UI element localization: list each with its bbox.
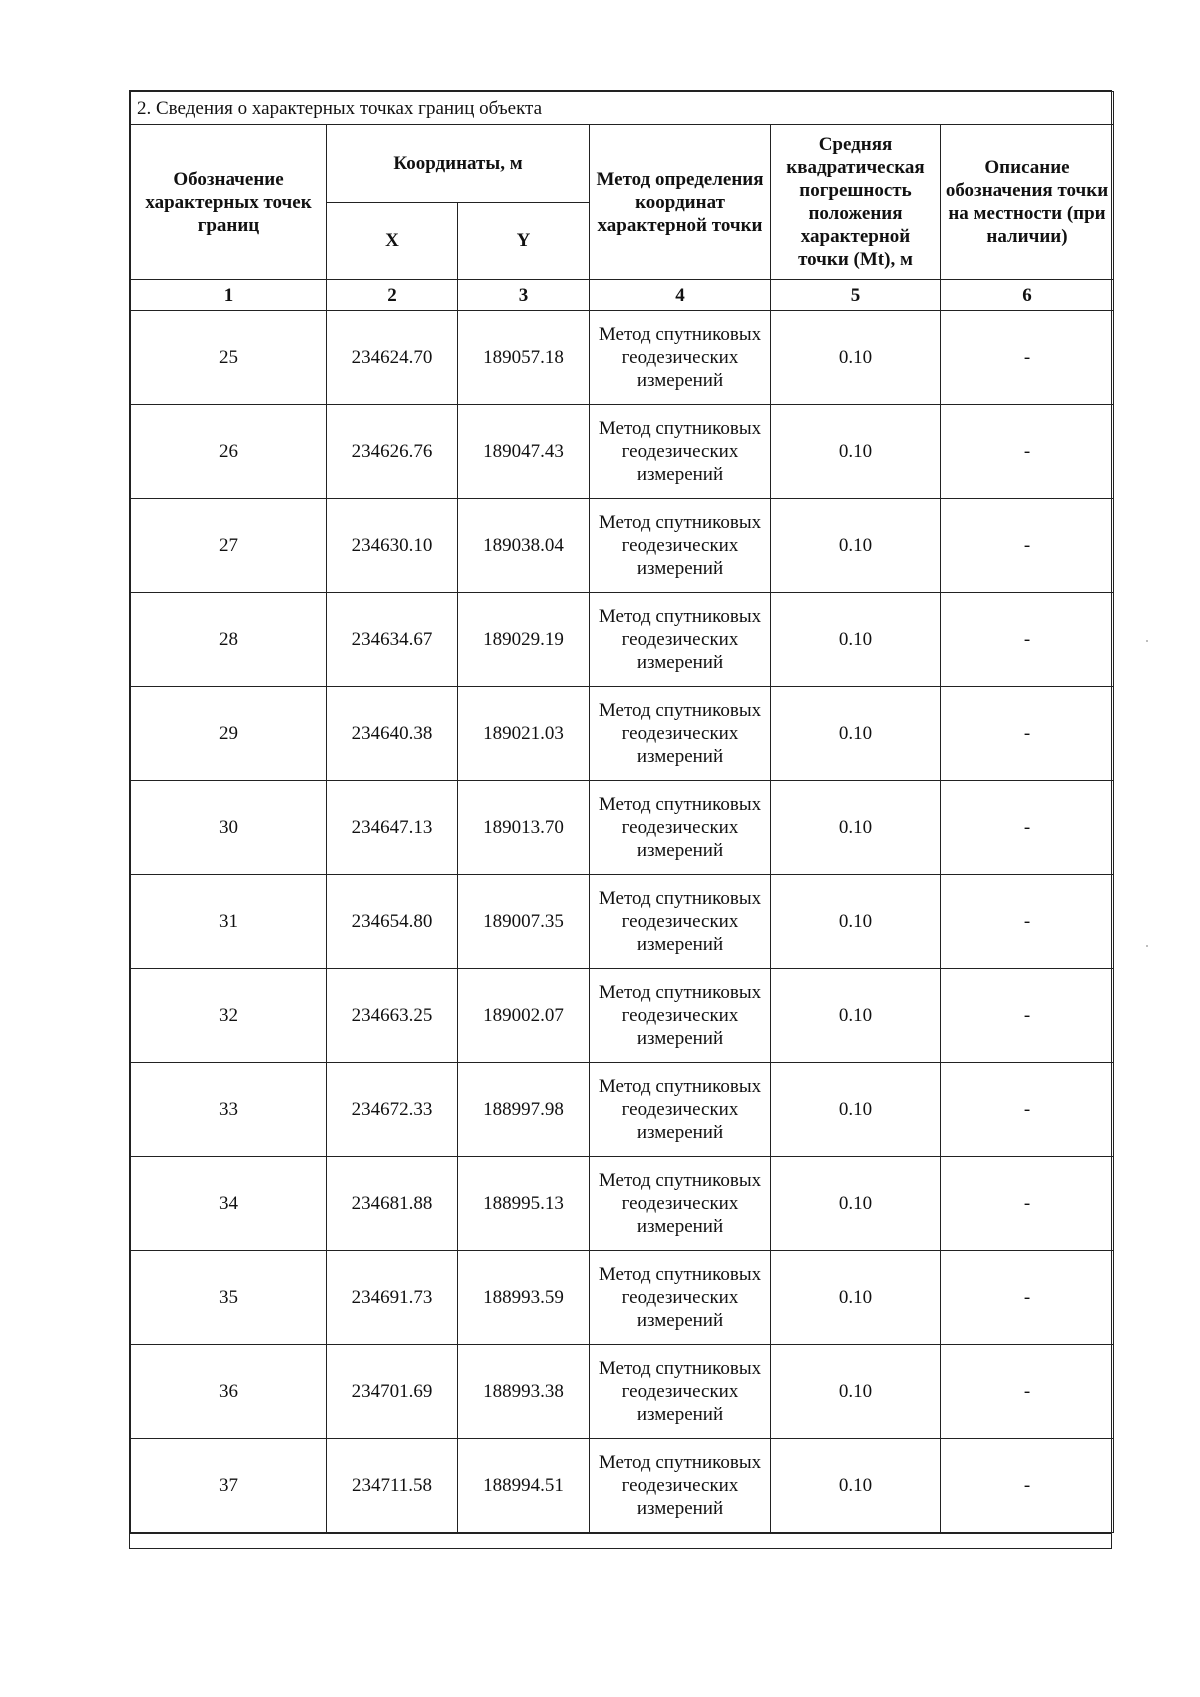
point-cell: 27 xyxy=(131,499,327,593)
x-coordinate-cell: 234663.25 xyxy=(327,969,458,1063)
table-row xyxy=(131,1063,1114,1157)
point-cell: 37 xyxy=(131,1439,327,1533)
table-row xyxy=(131,1345,1114,1439)
table-row xyxy=(131,687,1114,781)
y-coordinate-cell: 188997.98 xyxy=(458,1063,590,1157)
y-coordinate-cell: 188993.38 xyxy=(458,1345,590,1439)
method-cell: Метод спутниковых геодезических измерений xyxy=(590,405,771,499)
point-cell: 25 xyxy=(131,311,327,405)
error-cell: 0.10 xyxy=(771,405,941,499)
table-row xyxy=(131,593,1114,687)
column-number-row xyxy=(131,280,1114,311)
method-cell: Метод спутниковых геодезических измерений xyxy=(590,969,771,1063)
point-cell: 28 xyxy=(131,593,327,687)
method-cell: Метод спутниковых геодезических измерений xyxy=(590,1063,771,1157)
header-x: X xyxy=(327,202,458,280)
x-coordinate-cell: 234630.10 xyxy=(327,499,458,593)
x-coordinate-cell: 234711.58 xyxy=(327,1439,458,1533)
table-body xyxy=(131,311,1114,1533)
table-footer-strip xyxy=(130,1533,1111,1548)
x-coordinate-cell: 234701.69 xyxy=(327,1345,458,1439)
table-row xyxy=(131,405,1114,499)
table-row xyxy=(131,781,1114,875)
error-cell: 0.10 xyxy=(771,781,941,875)
method-cell: Метод спутниковых геодезических измерений xyxy=(590,781,771,875)
error-cell: 0.10 xyxy=(771,1063,941,1157)
table-row xyxy=(131,499,1114,593)
error-cell: 0.10 xyxy=(771,1157,941,1251)
point-cell: 36 xyxy=(131,1345,327,1439)
method-cell: Метод спутниковых геодезических измерений xyxy=(590,593,771,687)
header-description: Описание обозначения точки на местности (при наличии) xyxy=(941,125,1114,280)
point-cell: 32 xyxy=(131,969,327,1063)
method-cell: Метод спутниковых геодезических измерений xyxy=(590,311,771,405)
table-row xyxy=(131,1157,1114,1251)
x-coordinate-cell: 234654.80 xyxy=(327,875,458,969)
error-cell: 0.10 xyxy=(771,687,941,781)
error-cell: 0.10 xyxy=(771,499,941,593)
column-number: 2 xyxy=(327,280,458,311)
x-coordinate-cell: 234626.76 xyxy=(327,405,458,499)
description-cell: - xyxy=(941,969,1114,1063)
method-cell: Метод спутниковых геодезических измерений xyxy=(590,1251,771,1345)
description-cell: - xyxy=(941,499,1114,593)
description-cell: - xyxy=(941,405,1114,499)
document-sheet xyxy=(129,90,1112,1549)
header-designation: Обозначение характерных точек границ xyxy=(131,125,327,280)
header-error: Средняя квадратическая погрешность положения характерной точки (Mt), м xyxy=(771,125,941,280)
y-coordinate-cell: 189013.70 xyxy=(458,781,590,875)
point-cell: 31 xyxy=(131,875,327,969)
boundary-points-table xyxy=(130,91,1114,1533)
column-number: 1 xyxy=(131,280,327,311)
table-row xyxy=(131,1251,1114,1345)
error-cell: 0.10 xyxy=(771,1439,941,1533)
table-row xyxy=(131,1439,1114,1533)
y-coordinate-cell: 189057.18 xyxy=(458,311,590,405)
description-cell: - xyxy=(941,1063,1114,1157)
y-coordinate-cell: 189029.19 xyxy=(458,593,590,687)
y-coordinate-cell: 188993.59 xyxy=(458,1251,590,1345)
x-coordinate-cell: 234634.67 xyxy=(327,593,458,687)
header-method: Метод определения координат характерной точки xyxy=(590,125,771,280)
y-coordinate-cell: 189007.35 xyxy=(458,875,590,969)
description-cell: - xyxy=(941,781,1114,875)
x-coordinate-cell: 234681.88 xyxy=(327,1157,458,1251)
y-coordinate-cell: 189002.07 xyxy=(458,969,590,1063)
description-cell: - xyxy=(941,1251,1114,1345)
error-cell: 0.10 xyxy=(771,311,941,405)
point-cell: 29 xyxy=(131,687,327,781)
method-cell: Метод спутниковых геодезических измерений xyxy=(590,1439,771,1533)
y-coordinate-cell: 189047.43 xyxy=(458,405,590,499)
error-cell: 0.10 xyxy=(771,1345,941,1439)
x-coordinate-cell: 234672.33 xyxy=(327,1063,458,1157)
x-coordinate-cell: 234647.13 xyxy=(327,781,458,875)
section-title: 2. Сведения о характерных точках границ объекта xyxy=(131,92,1114,125)
column-number: 5 xyxy=(771,280,941,311)
description-cell: - xyxy=(941,687,1114,781)
description-cell: - xyxy=(941,1157,1114,1251)
column-number: 4 xyxy=(590,280,771,311)
x-coordinate-cell: 234691.73 xyxy=(327,1251,458,1345)
method-cell: Метод спутниковых геодезических измерений xyxy=(590,499,771,593)
scan-speck xyxy=(1146,945,1148,947)
y-coordinate-cell: 189021.03 xyxy=(458,687,590,781)
point-cell: 26 xyxy=(131,405,327,499)
x-coordinate-cell: 234624.70 xyxy=(327,311,458,405)
method-cell: Метод спутниковых геодезических измерений xyxy=(590,875,771,969)
description-cell: - xyxy=(941,1439,1114,1533)
point-cell: 35 xyxy=(131,1251,327,1345)
description-cell: - xyxy=(941,875,1114,969)
table-row xyxy=(131,875,1114,969)
x-coordinate-cell: 234640.38 xyxy=(327,687,458,781)
description-cell: - xyxy=(941,311,1114,405)
scan-speck xyxy=(1146,640,1148,642)
method-cell: Метод спутниковых геодезических измерений xyxy=(590,1345,771,1439)
error-cell: 0.10 xyxy=(771,1251,941,1345)
error-cell: 0.10 xyxy=(771,969,941,1063)
method-cell: Метод спутниковых геодезических измерений xyxy=(590,687,771,781)
point-cell: 30 xyxy=(131,781,327,875)
column-number: 3 xyxy=(458,280,590,311)
description-cell: - xyxy=(941,593,1114,687)
y-coordinate-cell: 188994.51 xyxy=(458,1439,590,1533)
header-coordinates: Координаты, м xyxy=(327,125,590,203)
table-row xyxy=(131,969,1114,1063)
method-cell: Метод спутниковых геодезических измерений xyxy=(590,1157,771,1251)
column-number: 6 xyxy=(941,280,1114,311)
y-coordinate-cell: 189038.04 xyxy=(458,499,590,593)
error-cell: 0.10 xyxy=(771,593,941,687)
description-cell: - xyxy=(941,1345,1114,1439)
error-cell: 0.10 xyxy=(771,875,941,969)
table-row xyxy=(131,311,1114,405)
y-coordinate-cell: 188995.13 xyxy=(458,1157,590,1251)
header-y: Y xyxy=(458,202,590,280)
point-cell: 33 xyxy=(131,1063,327,1157)
point-cell: 34 xyxy=(131,1157,327,1251)
